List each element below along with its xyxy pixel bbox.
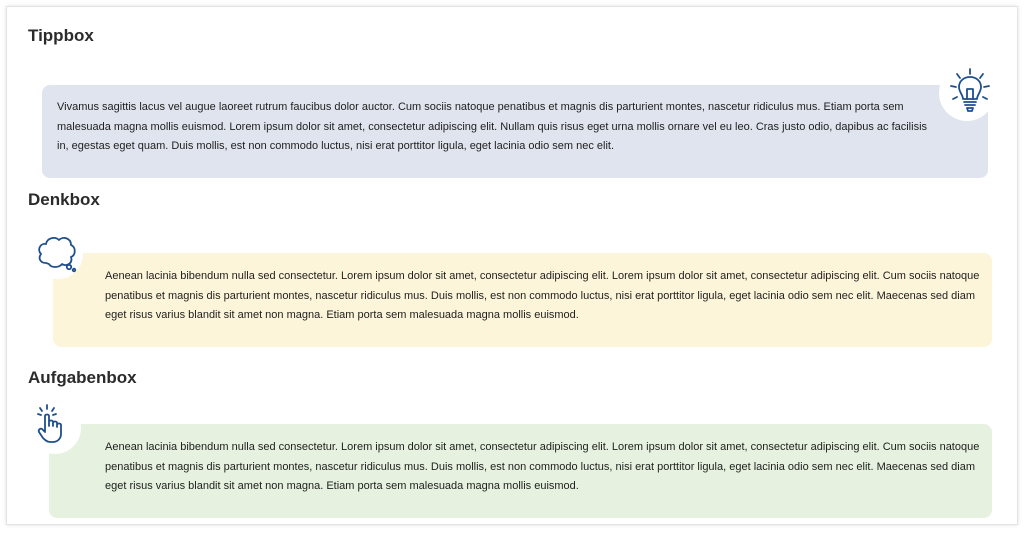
tippbox: [42, 85, 988, 178]
denkbox-text: Aenean lacinia bibendum nulla sed consectetur. Lorem ipsum dolor sit amet, consectetur adipiscing elit. Lorem ipsum dolor sit amet, consectetur adipiscing elit. Cum sociis natoque penatibus et magnis dis parturient montes, nascetur ridiculus mus. Duis mollis, est non commodo luctus, nisi erat porttitor ligula, eget lacinia odio sem nec elit. Maecenas sed diam eget risus varius blandit sit amet non magna. Etiam porta sem malesuada magna mollis euismod.: [105, 270, 980, 321]
thought-bubble-icon: [36, 233, 78, 273]
denkbox: [53, 253, 992, 347]
tippbox-heading: Tippbox: [28, 26, 94, 45]
tippbox-text: Vivamus sagittis lacus vel augue laoreet rutrum faucibus dolor auctor. Cum sociis natoque penatibus et magnis dis parturient montes, nascetur ridiculus mus. Etiam porta sem malesuada magna mollis euismod. Lorem ipsum dolor sit amet, consectetur adipiscing elit. Nullam quis risus eget urna mollis ornare vel eu leo. Cras justo odio, dapibus ac facilisis in, egestas eget quam. Duis mollis, est non commodo luctus, nisi erat porttitor ligula, eget lacinia odio sem nec elit.: [57, 101, 928, 152]
aufgabenbox: [49, 424, 992, 518]
denkbox-heading: Denkbox: [28, 190, 100, 209]
content-frame: [6, 6, 1018, 525]
aufgabenbox-heading: Aufgabenbox: [28, 368, 137, 387]
aufgabenbox-text: Aenean lacinia bibendum nulla sed consectetur. Lorem ipsum dolor sit amet, consectetur adipiscing elit. Lorem ipsum dolor sit amet, consectetur adipiscing elit. Cum sociis natoque penatibus et magnis dis parturient montes, nascetur ridiculus mus. Duis mollis, est non commodo luctus, nisi erat porttitor ligula, eget lacinia odio sem nec elit. Maecenas sed diam eget risus varius blandit sit amet non magna. Etiam porta sem malesuada magna mollis euismod.: [105, 441, 980, 492]
lightbulb-icon: [947, 67, 993, 115]
pointing-hand-icon: [35, 404, 69, 444]
